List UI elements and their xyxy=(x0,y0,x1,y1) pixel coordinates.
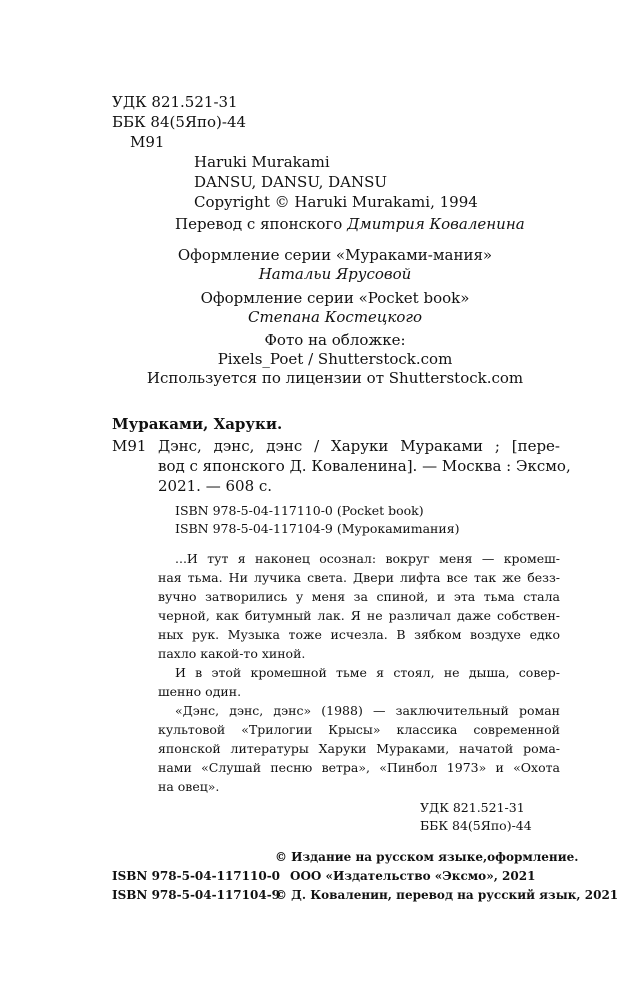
translator-name: Дмитрия Коваленина xyxy=(347,215,525,233)
cover-photo-label: Фото на обложке: xyxy=(264,331,406,349)
quote-line: И в этой кромешной тьме я стоял, не дыша, совер- xyxy=(175,665,560,680)
copyright-line: ООО «Издательство «Эксмо», 2021 xyxy=(290,869,536,883)
original-author: Haruki Murakami xyxy=(194,153,330,171)
cover-photo-source: Pixels_Poet / Shutterstock.com xyxy=(217,350,453,368)
quote-line: черной, как битумный лак. Я не различал даже собствен- xyxy=(158,608,560,623)
quote-line: пахло какой-то хиной. xyxy=(158,646,306,661)
license-note: Используется по лицензии от Shutterstock.com xyxy=(146,369,524,387)
annotation-line: на овец». xyxy=(158,779,220,794)
copyright-line: © Издание на русском языке,оформление. xyxy=(275,850,579,864)
annotation-line: японской литературы Харуки Мураками, начатой рома- xyxy=(158,741,560,756)
original-title: DANSU, DANSU, DANSU xyxy=(194,173,388,191)
author-mark: М91 xyxy=(130,133,165,151)
translation-prefix: Перевод с японского xyxy=(175,215,343,233)
copyright-line: © Д. Коваленин, перевод на русский язык, 2021 xyxy=(275,888,619,902)
original-copyright: Copyright © Haruki Murakami, 1994 xyxy=(194,193,478,211)
series2-designer: Степана Костецкого xyxy=(248,308,422,326)
catalog-desc-line: Дэнс, дэнс, дэнс / Харуки Мураками ; [пере- xyxy=(158,437,560,455)
catalog-isbn: ISBN 978-5-04-117110-0 (Pocket book) xyxy=(175,503,424,518)
quote-line: ных рук. Музыка тоже исчезла. В зябком воздухе едко xyxy=(158,627,560,642)
annotation-line: нами «Слушай песню ветра», «Пинбол 1973» и «Охота xyxy=(158,760,560,775)
udk-code: УДК 821.521-31 xyxy=(112,93,238,111)
annotation-line: культовой «Трилогии Крысы» классика современной xyxy=(158,722,560,737)
catalog-desc-line: 2021. — 608 с. xyxy=(158,477,273,495)
catalog-desc-line: вод с японского Д. Коваленина]. — Москва : Эксмо, xyxy=(158,457,571,475)
footer-isbn: ISBN 978-5-04-117110-0 xyxy=(112,869,281,883)
series2-label: Оформление серии «Pocket book» xyxy=(200,289,470,307)
annotation-line: «Дэнс, дэнс, дэнс» (1988) — заключительный роман xyxy=(175,703,560,718)
udk-code-2: УДК 821.521-31 xyxy=(420,800,525,815)
catalog-heading: Мураками, Харуки. xyxy=(112,415,283,433)
translation-credit xyxy=(175,215,555,233)
quote-line: ...И тут я наконец осознал: вокруг меня — кромеш- xyxy=(175,551,560,566)
quote-line: шенно один. xyxy=(158,684,242,699)
catalog-isbn: ISBN 978-5-04-117104-9 (Мурокамиmания) xyxy=(175,521,460,536)
series1-designer: Натальи Ярусовой xyxy=(258,265,412,283)
series1-label: Оформление серии «Мураками-мания» xyxy=(177,246,493,264)
bbk-code: ББК 84(5Япо)-44 xyxy=(112,113,247,131)
bbk-code-2: ББК 84(5Япо)-44 xyxy=(420,818,532,833)
catalog-mark: М91 xyxy=(112,437,147,455)
footer-isbn: ISBN 978-5-04-117104-9 xyxy=(112,888,281,902)
quote-line: вучно затворились у меня за спиной, и эта тьма стала xyxy=(158,589,560,604)
quote-line: ная тьма. Ни лучика света. Двери лифта все так же безз- xyxy=(158,570,560,585)
